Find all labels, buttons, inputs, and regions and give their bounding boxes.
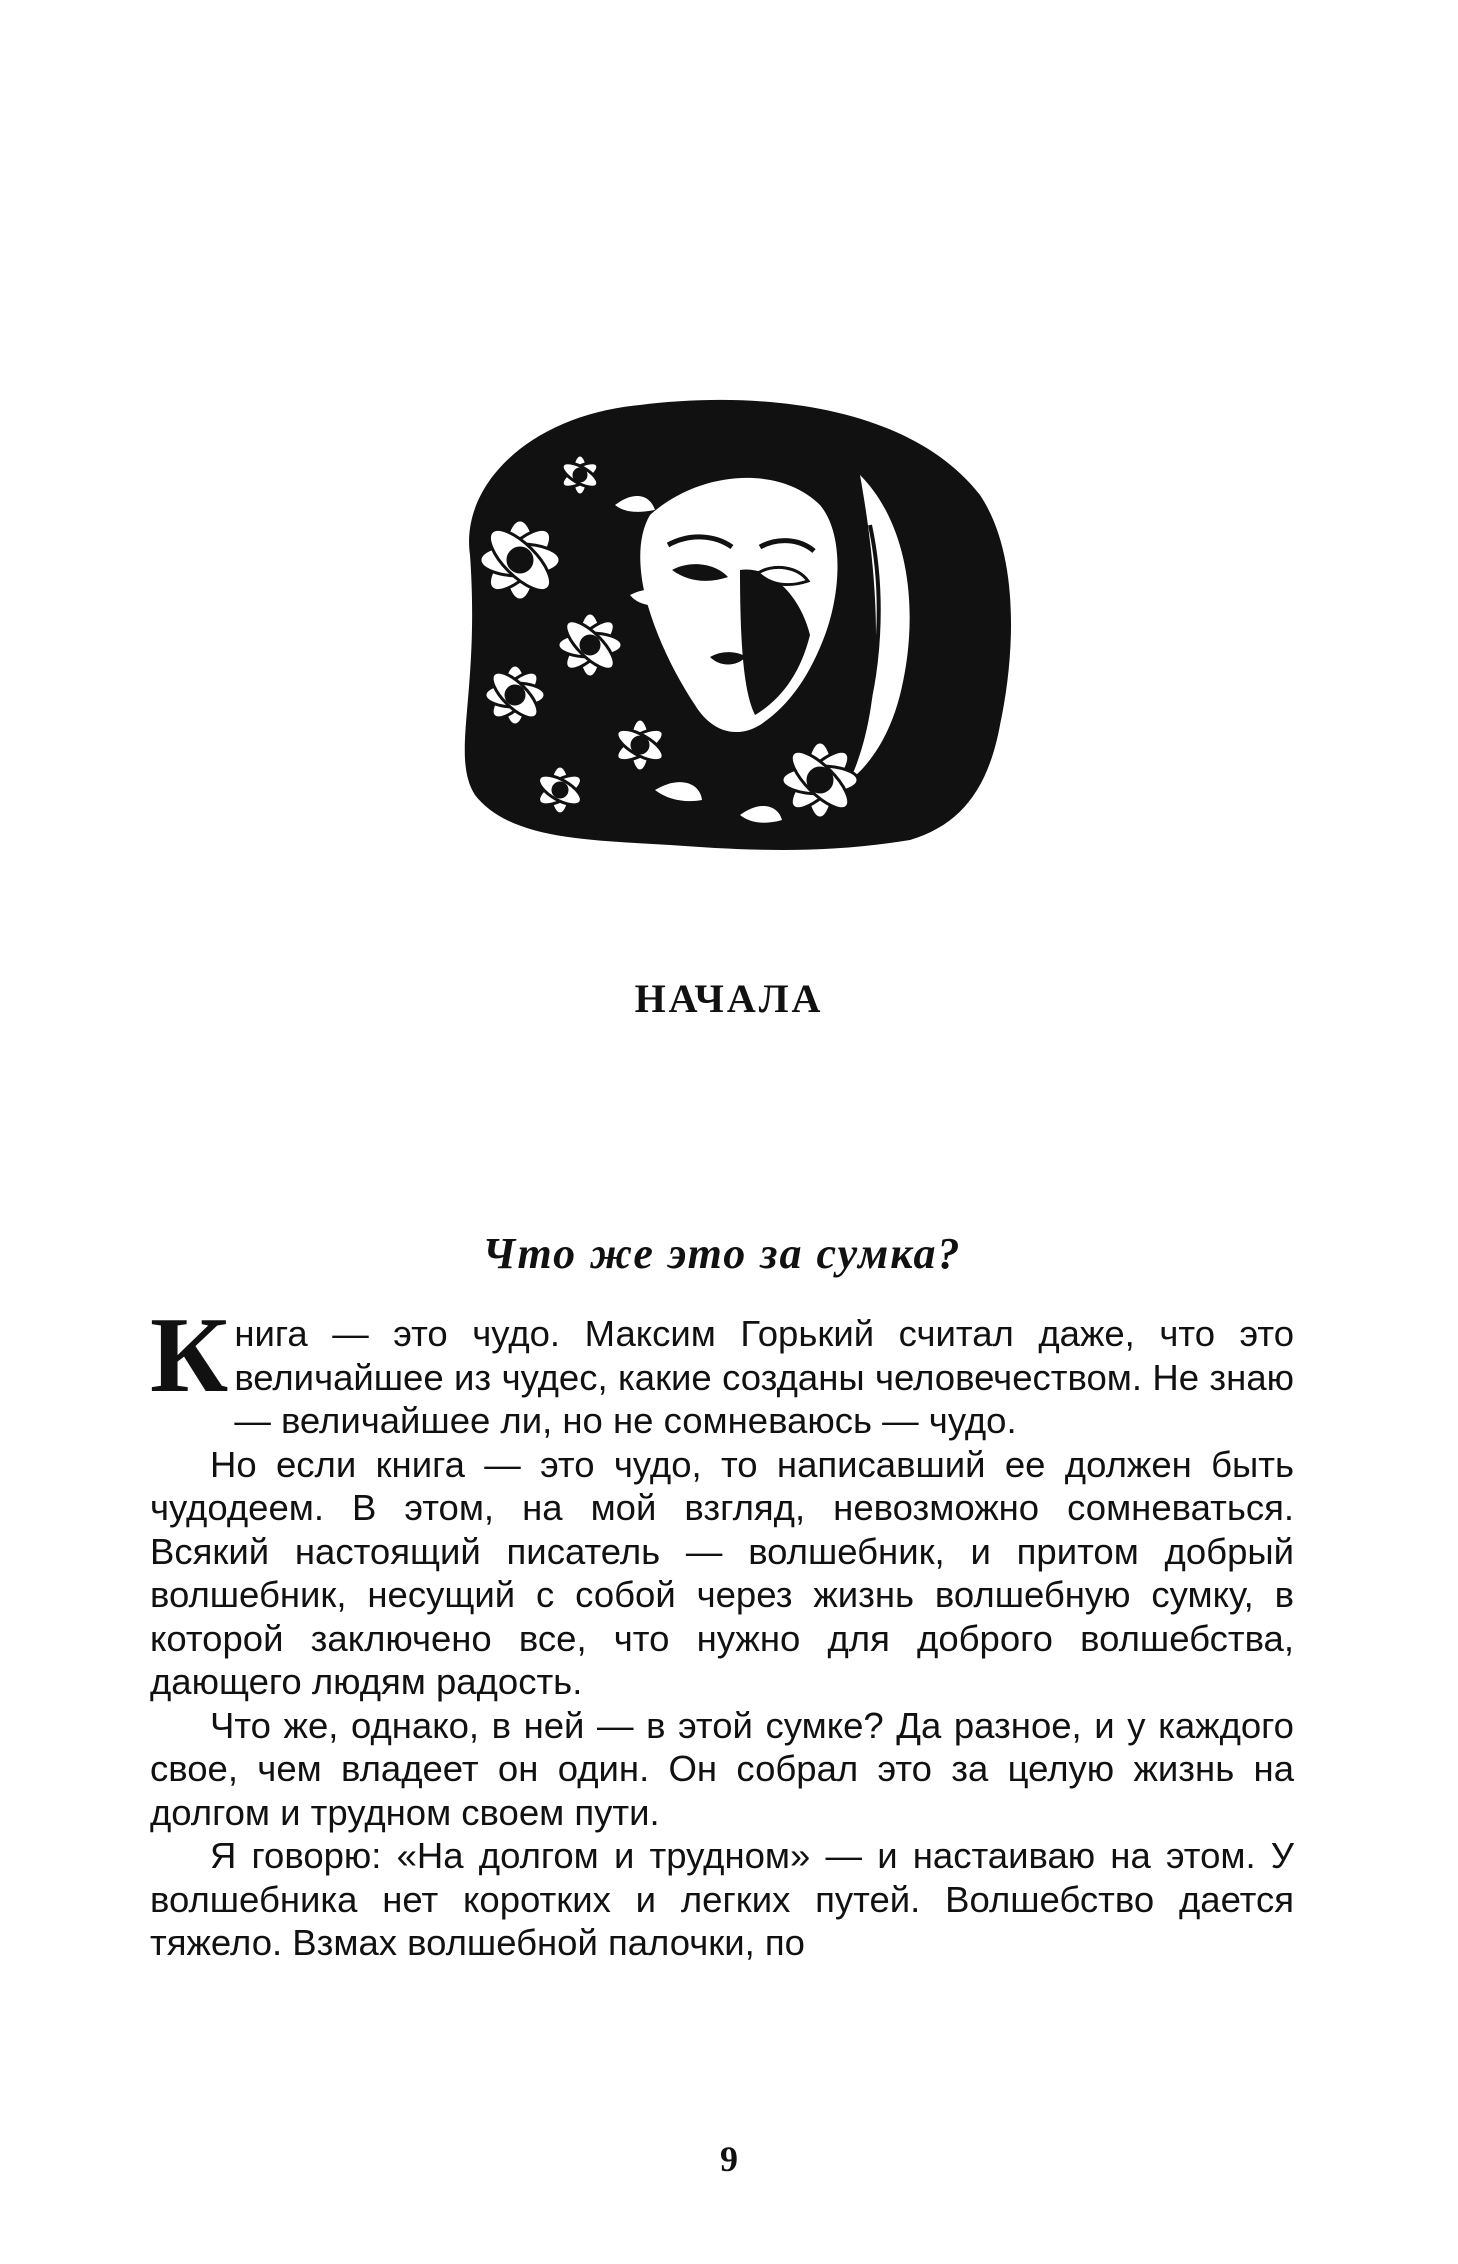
paragraph-4: Я говорю: «На долгом и трудном» — и настаиваю на этом. У волшебника нет коротких и легких путей. Волшебство дается тяжело. Взмах волшебной палочки, по xyxy=(150,1835,1294,1963)
body-text xyxy=(150,1296,1294,1965)
paragraph-2: Но если книга — это чудо, то написавший ее должен быть чудодеем. В этом, на мой взгляд, невозможно сомневаться. Всякий настоящий писатель — волшебник, и притом добрый волшебник, несущий с собой через жизнь волшебную сумку, в которой заключено все, что нужно для доброго волшебства, дающего людям радость. xyxy=(150,1443,1294,1702)
drop-cap: К xyxy=(150,1296,229,1415)
chapter-title: НАЧАЛА xyxy=(634,976,824,1021)
paragraph-3: Что же, однако, в ней — в этой сумке? Да разное, и у каждого свое, чем владеет он один. Он собрал это за целую жизнь на долгом и трудном своем пути. xyxy=(150,1704,1294,1833)
page-number: 9 xyxy=(720,2139,738,2179)
paragraph-1 xyxy=(150,1296,1294,1443)
paragraph-1-text: нига — это чудо. Максим Горький считал даже, что это величайшее из чудес, какие созданы человечеством. Не знаю — величайшее ли, но не сомневаюсь — чудо. xyxy=(234,1313,1294,1441)
section-title: Что же это за сумка? xyxy=(482,1229,962,1278)
woman-portrait-with-flowers-icon xyxy=(440,395,1020,855)
